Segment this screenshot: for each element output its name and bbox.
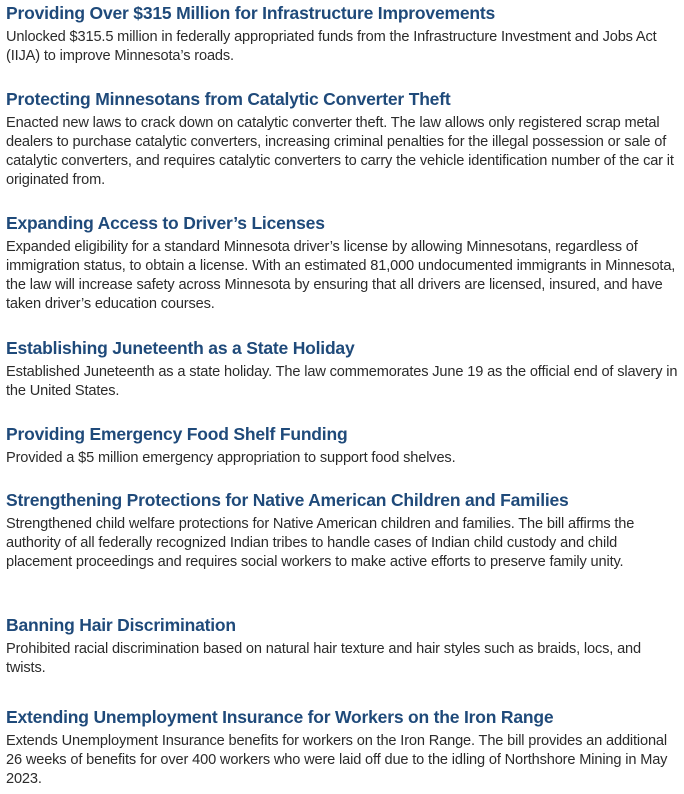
section-body: Strengthened child welfare protections for Native American children and families. The bill affirms the authority of all federally recognized Indian tribes to handle cases of Indian child custody and child placement proceedings and requires social workers to make active efforts to preserve family unity.: [6, 516, 635, 570]
section-heading: Banning Hair Discrimination: [6, 615, 236, 635]
section-heading: Providing Emergency Food Shelf Funding: [6, 424, 348, 444]
section-body: Established Juneteenth as a state holiday. The law commemorates June 19 as the official end of slavery in the United States.: [6, 364, 678, 399]
section-catalytic-converter: [6, 88, 678, 212]
section-juneteenth: [6, 337, 678, 423]
section-body: Enacted new laws to crack down on catalytic converter theft. The law allows only registered scrap metal dealers to purchase catalytic converters, increasing criminal penalties for the illegal possession or sale of catalytic converters, and requires catalytic converters to carry the vehicle identification number of the car it originated from.: [6, 115, 674, 188]
section-drivers-licenses: [6, 212, 678, 337]
section-heading: Extending Unemployment Insurance for Workers on the Iron Range: [6, 707, 554, 727]
section-unemployment-insurance: [6, 706, 678, 794]
section-heading: Establishing Juneteenth as a State Holiday: [6, 338, 355, 358]
section-heading: Protecting Minnesotans from Catalytic Converter Theft: [6, 89, 451, 109]
section-heading: Providing Over $315 Million for Infrastructure Improvements: [6, 3, 496, 23]
section-native-american-children: [6, 489, 678, 614]
section-hair-discrimination: [6, 614, 678, 706]
section-body: Expanded eligibility for a standard Minnesota driver’s license by allowing Minnesotans, regardless of immigration status, to obtain a license. With an estimated 81,000 undocumented immigrants in Minnesota, the law will increase safety across Minnesota by ensuring that all drivers are licensed, insured, and have taken driver’s education courses.: [6, 239, 676, 312]
section-body: Extends Unemployment Insurance benefits for workers on the Iron Range. The bill provides an additional 26 weeks of benefits for over 400 workers who were laid off due to the idling of Northshore Mining in May 2023.: [6, 733, 668, 787]
section-infrastructure: [6, 2, 678, 88]
section-body: Prohibited racial discrimination based on natural hair texture and hair styles such as braids, locs, and twists.: [6, 641, 641, 676]
section-heading: Expanding Access to Driver’s Licenses: [6, 213, 325, 233]
section-heading: Strengthening Protections for Native American Children and Families: [6, 490, 569, 510]
section-body: Unlocked $315.5 million in federally appropriated funds from the Infrastructure Investment and Jobs Act (IIJA) to improve Minnesota’s roads.: [6, 29, 657, 64]
section-food-shelf: [6, 423, 678, 489]
section-body: Provided a $5 million emergency appropriation to support food shelves.: [6, 450, 456, 466]
